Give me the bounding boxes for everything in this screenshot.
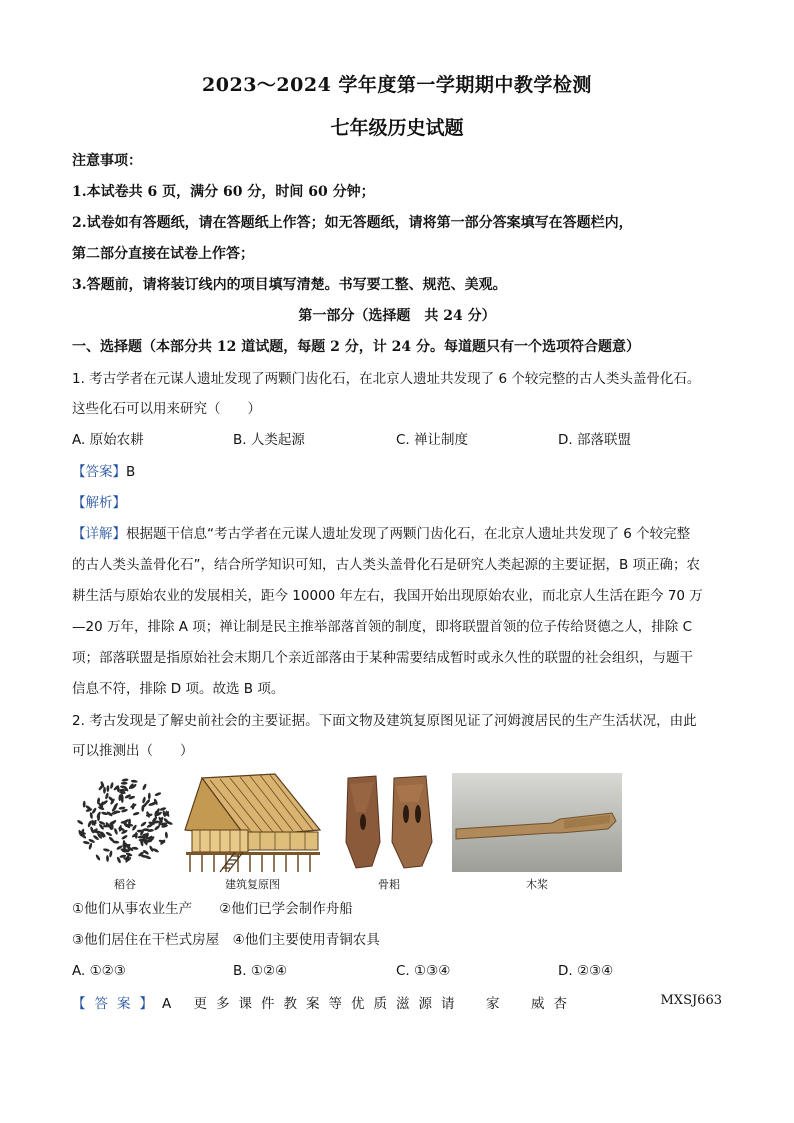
- rice-grain: [122, 778, 129, 782]
- q2-answer-text: A 更多课件教案等优质滋源请 家 威杏: [162, 996, 577, 1012]
- notice-item-2: 2.试卷如有答题纸，请在答题纸上作答；如无答题纸，请将第一部分答案填写在答题栏内，: [72, 215, 633, 231]
- rice-grains-image: [68, 772, 180, 872]
- section-heading: 一、选择题（本部分共 12 道试题，每题 2 分，计 24 分。每道题只有一个选项符合题意）: [72, 339, 640, 355]
- rice-grain: [83, 801, 86, 808]
- rice-grain: [105, 792, 110, 799]
- q2-option-a: A. ①②③: [72, 963, 126, 979]
- wooden-paddle-image: [452, 773, 622, 872]
- q1-stem-line-1: 1. 考古学者在元谋人遗址发现了两颗门齿化石，在北京人遗址共发现了 6 个较完整的古人类头盖骨化石。: [72, 371, 701, 387]
- q2-stem-line-1: 2. 考古发现是了解史前社会的主要证据。下面文物及建筑复原图见证了河姆渡居民的生产生活状况，由此: [72, 713, 697, 729]
- q1-answer-tag: 【答案】: [72, 464, 126, 480]
- q2-option-d: D. ②③④: [558, 963, 614, 979]
- q1-option-c: C. 禅让制度: [396, 432, 469, 448]
- q2-option-b: B. ①②④: [233, 963, 288, 979]
- q1-stem-line-2: 这些化石可以用来研究（ ）: [72, 401, 261, 417]
- rice-grain: [103, 787, 106, 794]
- q1-detail-line-5: 项；部落联盟是指原始社会末期几个亲近部落由于某种需要结成暂时或永久性的联盟的社会组织，与题干: [72, 650, 693, 666]
- rice-grain: [110, 782, 114, 789]
- q1-answer-line: [72, 462, 732, 482]
- q1-analysis-tag: 【解析】: [72, 495, 126, 511]
- rice-grain: [121, 782, 128, 785]
- q2-answer-tag: 【答案】: [72, 996, 162, 1012]
- q1-detail-line-2: 的古人类头盖骨化石”，结合所学知识可知，古人类头盖骨化石是研究人类起源的主要证据，B 项正确；农: [72, 557, 701, 573]
- rice-grain: [118, 825, 122, 832]
- q1-detail-text-1: 根据题干信息“考古学者在元谋人遗址发现了两颗门齿化石，在北京人遗址共发现了 6 个较完整: [126, 526, 691, 542]
- rice-grain: [91, 807, 97, 814]
- rice-grain: [121, 834, 128, 840]
- rice-grain: [103, 848, 110, 852]
- rice-grain: [141, 802, 148, 809]
- rice-grain: [105, 831, 112, 837]
- rice-grain: [83, 841, 90, 845]
- notice-item-1: 1.本试卷共 6 页，满分 60 分，时间 60 分钟；: [72, 184, 375, 200]
- q2-statements-line-1: ①他们从事农业生产 ②他们已学会制作舟船: [72, 901, 353, 917]
- bone-spade-image: [336, 772, 442, 872]
- part1-heading: 第一部分（选择题 共 24 分）: [298, 308, 496, 324]
- q1-detail-line-4: —20 万年，排除 A 项；禅让制是民主推举部落首领的制度，即将联盟首领的位子传给贤德之人，排除 C: [72, 619, 693, 635]
- q2-option-c: C. ①③④: [396, 963, 451, 979]
- document-code: MXSJ663: [660, 993, 722, 1008]
- rice-grain: [132, 811, 139, 816]
- notice-item-3: 3.答题前，请将装订线内的项目填写清楚。书写要工整、规范、美观。: [72, 277, 507, 293]
- q1-option-a: A. 原始农耕: [72, 432, 144, 448]
- exam-subtitle: 七年级历史试题: [330, 117, 464, 139]
- rice-grain: [131, 779, 138, 783]
- q1-option-b: B. 人类起源: [233, 432, 305, 448]
- rice-grain: [142, 783, 147, 790]
- rice-grain: [77, 819, 84, 825]
- figure-caption-spade: 骨耜: [378, 878, 400, 891]
- rice-grain: [154, 792, 161, 797]
- notice-heading: 注意事项：: [72, 153, 142, 169]
- rice-grain: [148, 793, 151, 800]
- q1-option-d: D. 部落联盟: [558, 432, 631, 448]
- figure-caption-rice: 稻谷: [114, 878, 136, 891]
- q1-detail-line-1: [72, 524, 732, 544]
- rice-grain: [106, 785, 109, 792]
- q1-detail-line-6: 信息不符，排除 D 项。故选 B 项。: [72, 681, 285, 697]
- rice-grain: [140, 821, 147, 827]
- rice-grain: [95, 854, 101, 861]
- q1-detail-tag: 【详解】: [72, 526, 126, 542]
- rice-grain: [109, 850, 113, 857]
- rice-grain: [113, 828, 118, 835]
- rice-grain: [159, 807, 166, 812]
- q2-statements-line-2: ③他们居住在干栏式房屋 ④他们主要使用青铜农具: [72, 932, 380, 948]
- q2-stem-line-2: 可以推测出（ ）: [72, 743, 194, 759]
- figure-caption-house: 建筑复原图: [225, 878, 280, 891]
- stilt-house-image: [180, 770, 325, 875]
- q1-answer: B: [126, 464, 136, 480]
- notice-item-2-cont: 第二部分直接在试卷上作答；: [72, 246, 254, 262]
- q2-answer-line: [72, 992, 576, 1012]
- q1-detail-line-3: 耕生活与原始农业的发展相关，距今 10000 年左右，我国开始出现原始农业，而北京人生活在距今 70 万: [72, 588, 703, 604]
- exam-title: 2023～2024 学年度第一学期期中教学检测: [202, 74, 592, 96]
- rice-grain: [165, 832, 168, 839]
- rice-grain: [106, 855, 109, 862]
- figure-caption-paddle: 木桨: [526, 878, 548, 891]
